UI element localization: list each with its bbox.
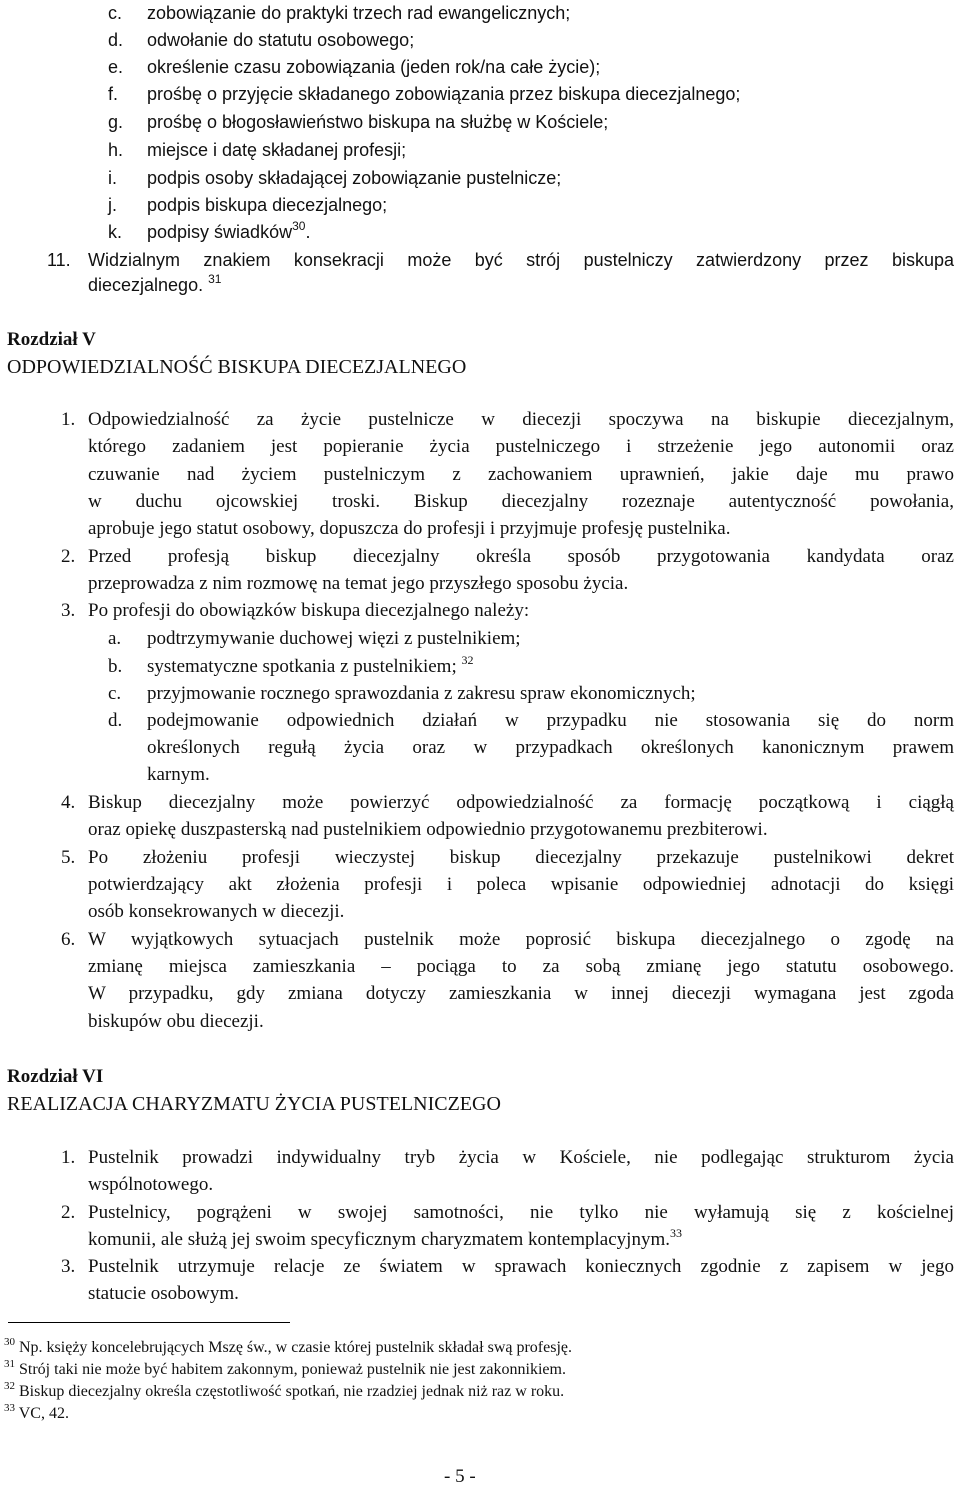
footnote-ref: 33 <box>669 1226 682 1240</box>
para-line: oraz opiekę duszpasterską nad pustelnikiem odpowiednio przygotowanemu prezbiterowi. <box>88 819 768 840</box>
para-marker: 4. <box>61 792 76 813</box>
list-item-text: prośbę o przyjęcie składanego zobowiązania przez biskupa diecezjalnego; <box>147 84 741 104</box>
footnote-divider <box>8 1322 290 1323</box>
para-line: W przypadku, gdy zmiana dotyczy zamieszkania w innej diecezji wymagana jest zgoda <box>88 983 954 1004</box>
footnote-ref: 31 <box>208 272 222 286</box>
para-marker: 3. <box>61 600 76 621</box>
chapter-title: ODPOWIEDZIALNOŚĆ BISKUPA DIECEZJALNEGO <box>7 356 467 378</box>
list-item-text: określenie czasu zobowiązania (jeden rok/na całe życie); <box>147 57 601 77</box>
list-item-text: określonych regułą życia oraz w przypadkach określonych kanonicznym prawem <box>147 737 954 758</box>
para-line: czuwanie nad życiem pustelniczym z zachowaniem uprawnień, jakie daje mu prawo <box>88 464 954 485</box>
item-11-marker: 11. <box>47 250 71 270</box>
para-line: W wyjątkowych sytuacjach pustelnik może poprosić biskupa diecezjalnego o zgodę na <box>88 929 954 950</box>
para-line: Po profesji do obowiązków biskupa diecezjalnego należy: <box>88 600 530 621</box>
para-line: osób konsekrowanych w diecezji. <box>88 901 345 922</box>
list-item: c. <box>108 683 122 704</box>
para-line: potwierdzający akt złożenia profesji i poleca wpisanie odpowiedniej adnotacji do księgi <box>88 874 954 895</box>
list-item: j. <box>108 195 117 215</box>
para-line: Po złożeniu profesji wieczystej biskup diecezjalny przekazuje pustelnikowi dekret <box>88 847 954 868</box>
list-item: d. <box>108 30 124 50</box>
para-line: którego zadaniem jest popieranie życia pustelniczego i strzeżenie jego autonomii oraz <box>88 436 954 457</box>
list-item-text: podpis osoby składającej zobowiązanie pustelnicze; <box>147 168 562 188</box>
list-item-text: zobowiązanie do praktyki trzech rad ewangelicznych; <box>147 3 571 23</box>
item-11-text: Widzialnym znakiem konsekracji może być strój pustelniczy zatwierdzony przez biskupa <box>88 250 954 270</box>
chapter-label: Rozdział V <box>7 329 96 350</box>
list-item: f. <box>108 84 119 104</box>
list-item-text: podpisy świadków$^{30}$. <box>147 219 311 242</box>
para-marker: 1. <box>61 409 76 430</box>
para-line: przeprowadza z nim rozmowę na temat jego przyszłego sposobu życia. <box>88 573 629 594</box>
list-item-text: systematyczne spotkania z pustelnikiem; $^{32}$ <box>147 653 474 677</box>
list-item: b. <box>108 656 123 677</box>
para-line: wspólnotowego. <box>88 1174 214 1195</box>
para-line: biskupów obu diecezji. <box>88 1011 264 1032</box>
list-item: k. <box>108 222 123 242</box>
list-item-text: podtrzymywanie duchowej więzi z pustelnikiem; <box>147 628 521 649</box>
list-item-text: miejsce i datę składanej profesji; <box>147 140 407 160</box>
list-item: e. <box>108 57 124 77</box>
para-line: aprobuje jego statut osobowy, dopuszcza do profesji i przyjmuje profesję pustelnika. <box>88 518 731 539</box>
para-line: Pustelnik utrzymuje relacje ze światem w sprawach koniecznych zgodnie z zapisem w jego <box>88 1256 954 1277</box>
page-number: - 5 - <box>444 1466 476 1487</box>
list-item-text: karnym. <box>147 764 210 785</box>
para-marker: 5. <box>61 847 76 868</box>
list-item-text: podejmowanie odpowiednich działań w przypadku nie stosowania się do norm <box>147 710 954 731</box>
para-marker: 1. <box>61 1147 76 1168</box>
list-item-text: odwołanie do statutu osobowego; <box>147 30 415 50</box>
para-line: Pustelnicy, pogrążeni w swojej samotności, nie tylko nie wyłamują się z kościelnej <box>88 1202 954 1223</box>
chapter-label: Rozdział VI <box>7 1066 104 1087</box>
list-item: a. <box>108 628 122 649</box>
list-item-text: przyjmowanie rocznego sprawozdania z zakresu spraw ekonomicznych; <box>147 683 696 704</box>
list-item: g. <box>108 112 124 132</box>
footnote-ref: 32 <box>461 653 474 667</box>
para-marker: 2. <box>61 1202 76 1223</box>
chapter-title: REALIZACJA CHARYZMATU ŻYCIA PUSTELNICZEGO <box>7 1093 501 1115</box>
para-line: Biskup diecezjalny może powierzyć odpowiedzialność za formację początkową i ciągłą <box>88 792 954 813</box>
para-line: Pustelnik prowadzi indywidualny tryb życia w Kościele, nie podlegając strukturom życia <box>88 1147 954 1168</box>
list-item: h. <box>108 140 124 160</box>
item-11-text-cont: diecezjalnego. $^{31}$ <box>88 272 222 295</box>
para-marker: 2. <box>61 546 76 567</box>
list-item-text: prośbę o błogosławieństwo biskupa na służbę w Kościele; <box>147 112 609 132</box>
footnote: $^{31}$ Strój taki nie może być habitem zakonnym, ponieważ pustelnik nie jest zakonnikiem. <box>4 1358 566 1378</box>
list-item-text: podpis biskupa diecezjalnego; <box>147 195 388 215</box>
para-line: komunii, ale służą jej swoim specyficznym charyzmatem kontemplacyjnym.$^{33}$ <box>88 1226 682 1250</box>
list-item: i. <box>108 168 117 188</box>
footnote-ref: 30 <box>292 219 306 233</box>
footnote: $^{33}$ VC, 42. <box>4 1402 69 1422</box>
footnote: $^{30}$ Np. księży koncelebrujących Mszę św., w czasie której pustelnik składał swą profesję. <box>4 1336 573 1356</box>
para-line: w duchu ojcowskiej troski. Biskup diecezjalny rozeznaje autentyczność powołania, <box>88 491 954 512</box>
para-line: statucie osobowym. <box>88 1283 239 1304</box>
list-item: d. <box>108 710 123 731</box>
para-line: zmianę miejsca zamieszkania – pociąga to za sobą zmianę jego statutu osobowego. <box>88 956 954 977</box>
para-line: Odpowiedzialność za życie pustelnicze w diecezji spoczywa na biskupie diecezjalnym, <box>88 409 954 430</box>
list-item: c. <box>108 3 123 23</box>
footnote: $^{32}$ Biskup diecezjalny określa częstotliwość spotkań, nie rzadziej jednak niż raz w roku. <box>4 1380 565 1400</box>
para-line: Przed profesją biskup diecezjalny określa sposób przygotowania kandydata oraz <box>88 546 954 567</box>
para-marker: 3. <box>61 1256 76 1277</box>
para-marker: 6. <box>61 929 76 950</box>
